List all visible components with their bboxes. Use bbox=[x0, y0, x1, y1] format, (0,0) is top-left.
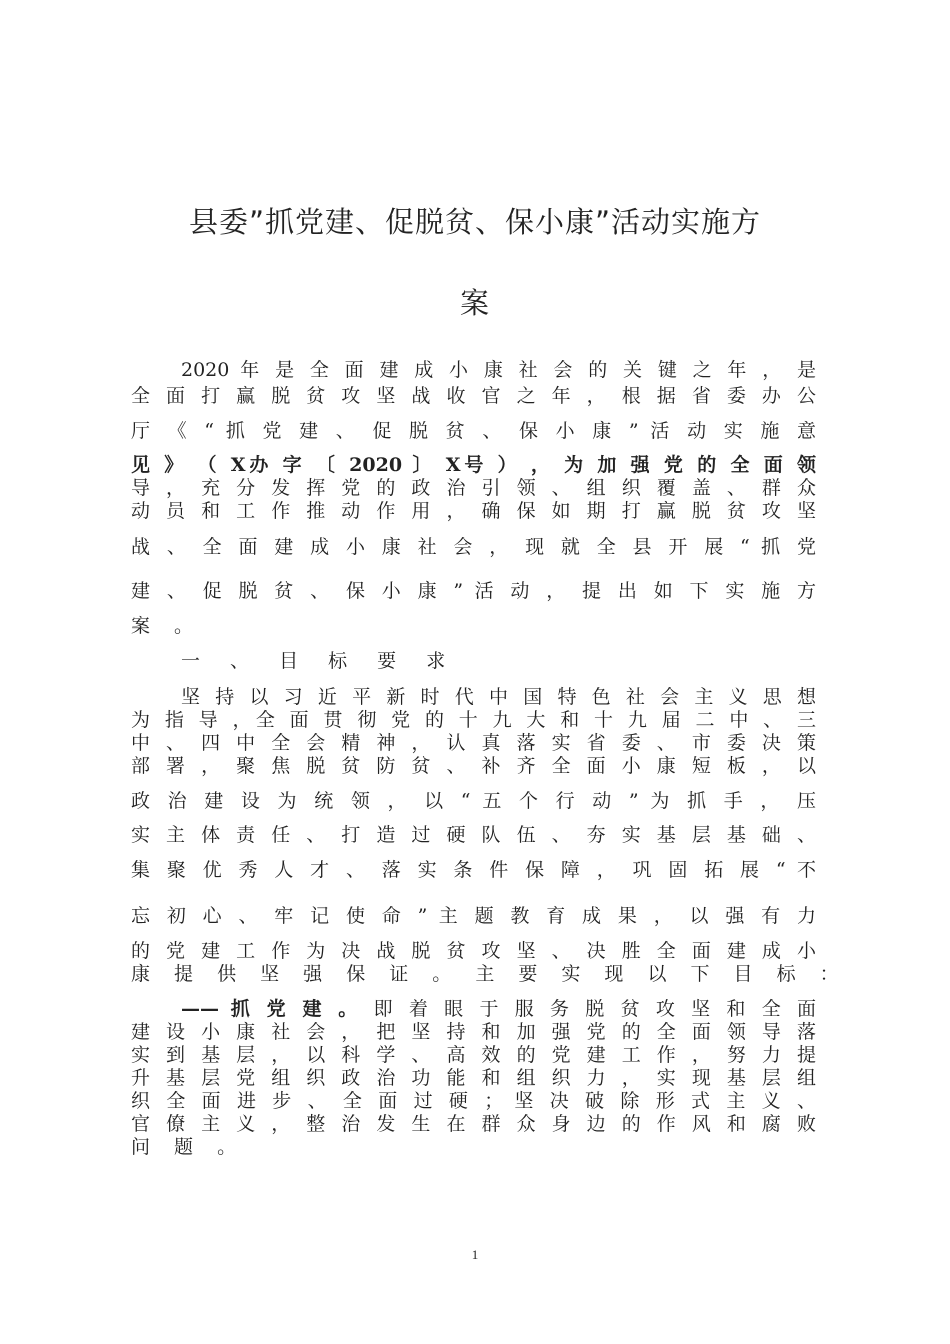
intro-line-3: 厅 《 “ 抓 党 建 、 促 脱 贫 、 保 小 康 ” 活 动 实 施 意 bbox=[131, 420, 816, 442]
intro-line-8: 建 、 促 脱 贫 、 保 小 康 ” 活 动 ， 提 出 如 下 实 施 方 bbox=[131, 580, 816, 602]
page-number: 1 bbox=[471, 1247, 479, 1262]
intro-line-1: 2020 年 是 全 面 建 成 小 康 社 会 的 关 键 之 年 ， 是 bbox=[181, 359, 816, 381]
document-title-line-2: 案 bbox=[459, 286, 490, 320]
section-1-line-6: 实 主 体 责 任 、 打 造 过 硬 队 伍 、 夯 实 基 层 基 础 、 bbox=[131, 824, 816, 846]
section-1-line-2: 为 指 导 ，全 面 贯 彻 党 的 十 九 大 和 十 九 届 二 中 、 三 bbox=[131, 709, 816, 731]
intro-line-9: 案 。 bbox=[131, 615, 203, 637]
section-1-line-1: 坚 持 以 习 近 平 新 时 代 中 国 特 色 社 会 主 义 思 想 bbox=[181, 686, 816, 708]
intro-line-6: 动 员 和 工 作 推 动 作 用 ， 确 保 如 期 打 赢 脱 贫 攻 坚 bbox=[131, 500, 816, 522]
section-1-line-8: 忘 初 心 、 牢 记 使 命 ” 主 题 教 育 成 果 ， 以 强 有 力 bbox=[131, 905, 816, 927]
intro-line-7: 战 、 全 面 建 成 小 康 社 会 ， 现 就 全 县 开 展 “ 抓 党 bbox=[131, 536, 816, 558]
section-1-line-7: 集 聚 优 秀 人 才 、 落 实 条 件 保 障 ， 巩 固 拓 展 “ 不 bbox=[131, 859, 816, 881]
document-title-line-1: 县委”抓党建、促脱贫、保小康”活动实施方 bbox=[188, 205, 762, 239]
section-1-line-5: 政 治 建 设 为 统 领 ， 以 “ 五 个 行 动 ” 为 抓 手 ， 压 bbox=[131, 790, 816, 812]
section-1-line-3: 中 、 四 中 全 会 精 神 ， 认 真 落 实 省 委 、 市 委 决 策 bbox=[131, 732, 816, 754]
item-1-label: —— 抓 党 建 。 bbox=[181, 998, 363, 1020]
section-1-line-4: 部 署 ， 聚 焦 脱 贫 防 贫 、 补 齐 全 面 小 康 短 板 ， 以 bbox=[131, 755, 816, 777]
item-1-first-text: 即 着 眼 于 服 务 脱 贫 攻 坚 和 全 面 bbox=[362, 998, 816, 1020]
item-1-line-5: 织 全 面 进 步 、 全 面 过 硬 ； 坚 决 破 除 形 式 主 义 、 bbox=[131, 1090, 816, 1112]
section-1-line-10: 康 提 供 坚 强 保 证 。 主 要 实 现 以 下 目 标 ： bbox=[131, 963, 848, 985]
section-1-line-9: 的 党 建 工 作 为 决 战 脱 贫 攻 坚 、 决 胜 全 面 建 成 小 bbox=[131, 940, 816, 962]
intro-line-4-text: 见 》 （ X办 字 〔 2020 〕 X号 ） ， 为 加 强 党 的 全 面 领 bbox=[131, 454, 816, 476]
intro-line-5: 导 ， 充 分 发 挥 党 的 政 治 引 领 、 组 织 覆 盖 、 群 众 bbox=[131, 477, 816, 499]
item-1-line-6: 官 僚 主 义 ， 整 治 发 生 在 群 众 身 边 的 作 风 和 腐 败 bbox=[131, 1113, 816, 1135]
intro-line-2: 全 面 打 赢 脱 贫 攻 坚 战 收 官 之 年 ， 根 据 省 委 办 公 bbox=[131, 385, 816, 407]
item-1-line-2: 建 设 小 康 社 会 ， 把 坚 持 和 加 强 党 的 全 面 领 导 落 bbox=[131, 1021, 816, 1043]
item-1-line-3: 实 到 基 层 ， 以 科 学 、 高 效 的 党 建 工 作 ， 努 力 提 bbox=[131, 1044, 816, 1066]
section-1-heading: 一 、 目 标 要 求 bbox=[181, 650, 458, 672]
item-1-line-4: 升 基 层 党 组 织 政 治 功 能 和 组 织 力 ， 实 现 基 层 组 bbox=[131, 1067, 816, 1089]
item-1-line-7: 问 题 。 bbox=[131, 1136, 246, 1158]
